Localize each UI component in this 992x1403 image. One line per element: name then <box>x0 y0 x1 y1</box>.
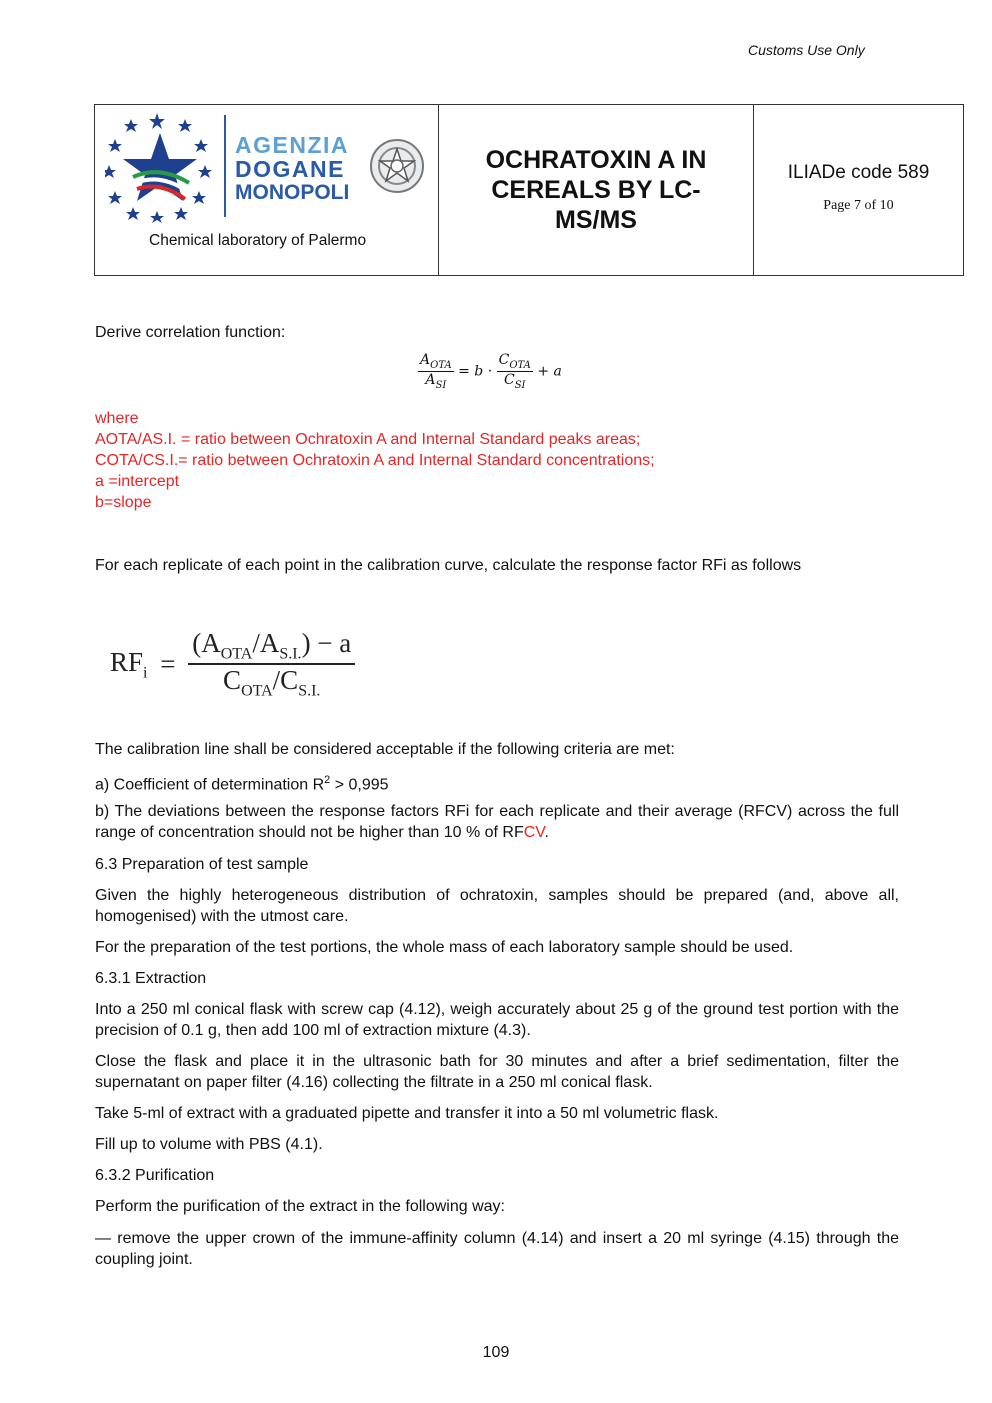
paragraph-remove: — remove the upper crown of the immune-affinity column (4.14) and insert a 20 ml syringe (4.15) through the coupling joint. <box>95 1230 899 1268</box>
correlation-formula: $\frac{A_{OTA}}{A_{SI}}$ = b · $\frac{C_{OTA}}{C_{SI}}$ + a <box>420 352 562 391</box>
rhs-fraction: $\frac{C_{OTA}}{C_{SI}}$ <box>498 352 531 391</box>
agency-line3: MONOPOLI <box>235 181 350 204</box>
where-line: AOTA/AS.I. = ratio between Ochratoxin A and Internal Standard peaks areas; <box>95 431 641 448</box>
iliade-code: ILIADe code 589 <box>787 162 930 183</box>
section-6-3-2-heading: 6.3.2 Purification <box>95 1167 215 1184</box>
agency-line2: DOGANE <box>235 156 345 182</box>
criteria-a: a) Coefficient of determination $R^2 > 0,995$ <box>95 774 389 794</box>
code-cell <box>754 105 963 275</box>
agency-wordmark <box>235 133 349 205</box>
paragraph-prep: For the preparation of the test portions, the whole mass of each laboratory sample should be used. <box>95 939 794 956</box>
rf-formula: $RF_i$ = $\frac{(A_{OTA}/A_{S.I.}) - a}{C_{OTA}/C_{S.I.}}$ <box>110 628 355 701</box>
where-line: COTA/CS.I.= ratio between Ochratoxin A and Internal Standard concentrations; <box>95 452 655 469</box>
paragraph-perform: Perform the purification of the extract in the following way: <box>95 1198 505 1215</box>
customs-use-note: Customs Use Only <box>748 42 865 58</box>
page-of: Page 7 of 10 <box>823 198 894 213</box>
where-block <box>95 408 899 513</box>
section-6-3-heading: 6.3 Preparation of test sample <box>95 856 309 873</box>
republic-emblem-icon <box>369 135 425 197</box>
lab-subtitle: Chemical laboratory of Palermo <box>149 232 367 249</box>
logo-cell <box>95 105 439 275</box>
criteria-b: b) The deviations between the response factors RFi for each replicate and their average (RFCV) across the full range of concentration should not be higher than 10 % of RFCV. <box>95 803 899 841</box>
rf-intro: For each replicate of each point in the calibration curve, calculate the response factor RFi as follows <box>95 557 802 574</box>
criteria-intro: The calibration line shall be considered acceptable if the following criteria are met: <box>95 741 675 758</box>
where-line: where <box>95 410 139 427</box>
agency-line1: AGENZIA <box>235 132 349 158</box>
section-6-3-1-heading: 6.3.1 Extraction <box>95 970 207 987</box>
eu-stars-logo-icon <box>105 111 215 223</box>
paragraph-fill: Fill up to volume with PBS (4.1). <box>95 1136 323 1153</box>
paragraph-close: Close the flask and place it in the ultrasonic bath for 30 minutes and after a brief sedimentation, filter the supernatant on paper filter (4.16) collecting the filtrate in a 250 ml conical flask. <box>95 1053 899 1091</box>
paragraph-into: Into a 250 ml conical flask with screw cap (4.12), weigh accurately about 25 g of the ground test portion with the precision of 0.1 g, then add 100 ml of extraction mixture (4.3). <box>95 1001 899 1039</box>
page-number: 109 <box>482 1344 510 1361</box>
paragraph-given: Given the highly heterogeneous distribution of ochratoxin, samples should be prepared (and, above all, homogenised) with the utmost care. <box>95 887 899 925</box>
document-title: OCHRATOXIN A IN CEREALS BY LC-MS/MS <box>485 146 707 234</box>
document-header <box>94 104 964 276</box>
lhs-fraction: $\frac{A_{OTA}}{A_{SI}}$ <box>420 352 452 391</box>
paragraph-take: Take 5-ml of extract with a graduated pipette and transfer it into a 50 ml volumetric flask. <box>95 1105 719 1122</box>
intro-text: Derive correlation function: <box>95 324 286 341</box>
logo-divider <box>224 115 226 217</box>
where-line: a =intercept <box>95 473 180 490</box>
title-cell <box>439 105 754 275</box>
where-line: b=slope <box>95 494 152 511</box>
